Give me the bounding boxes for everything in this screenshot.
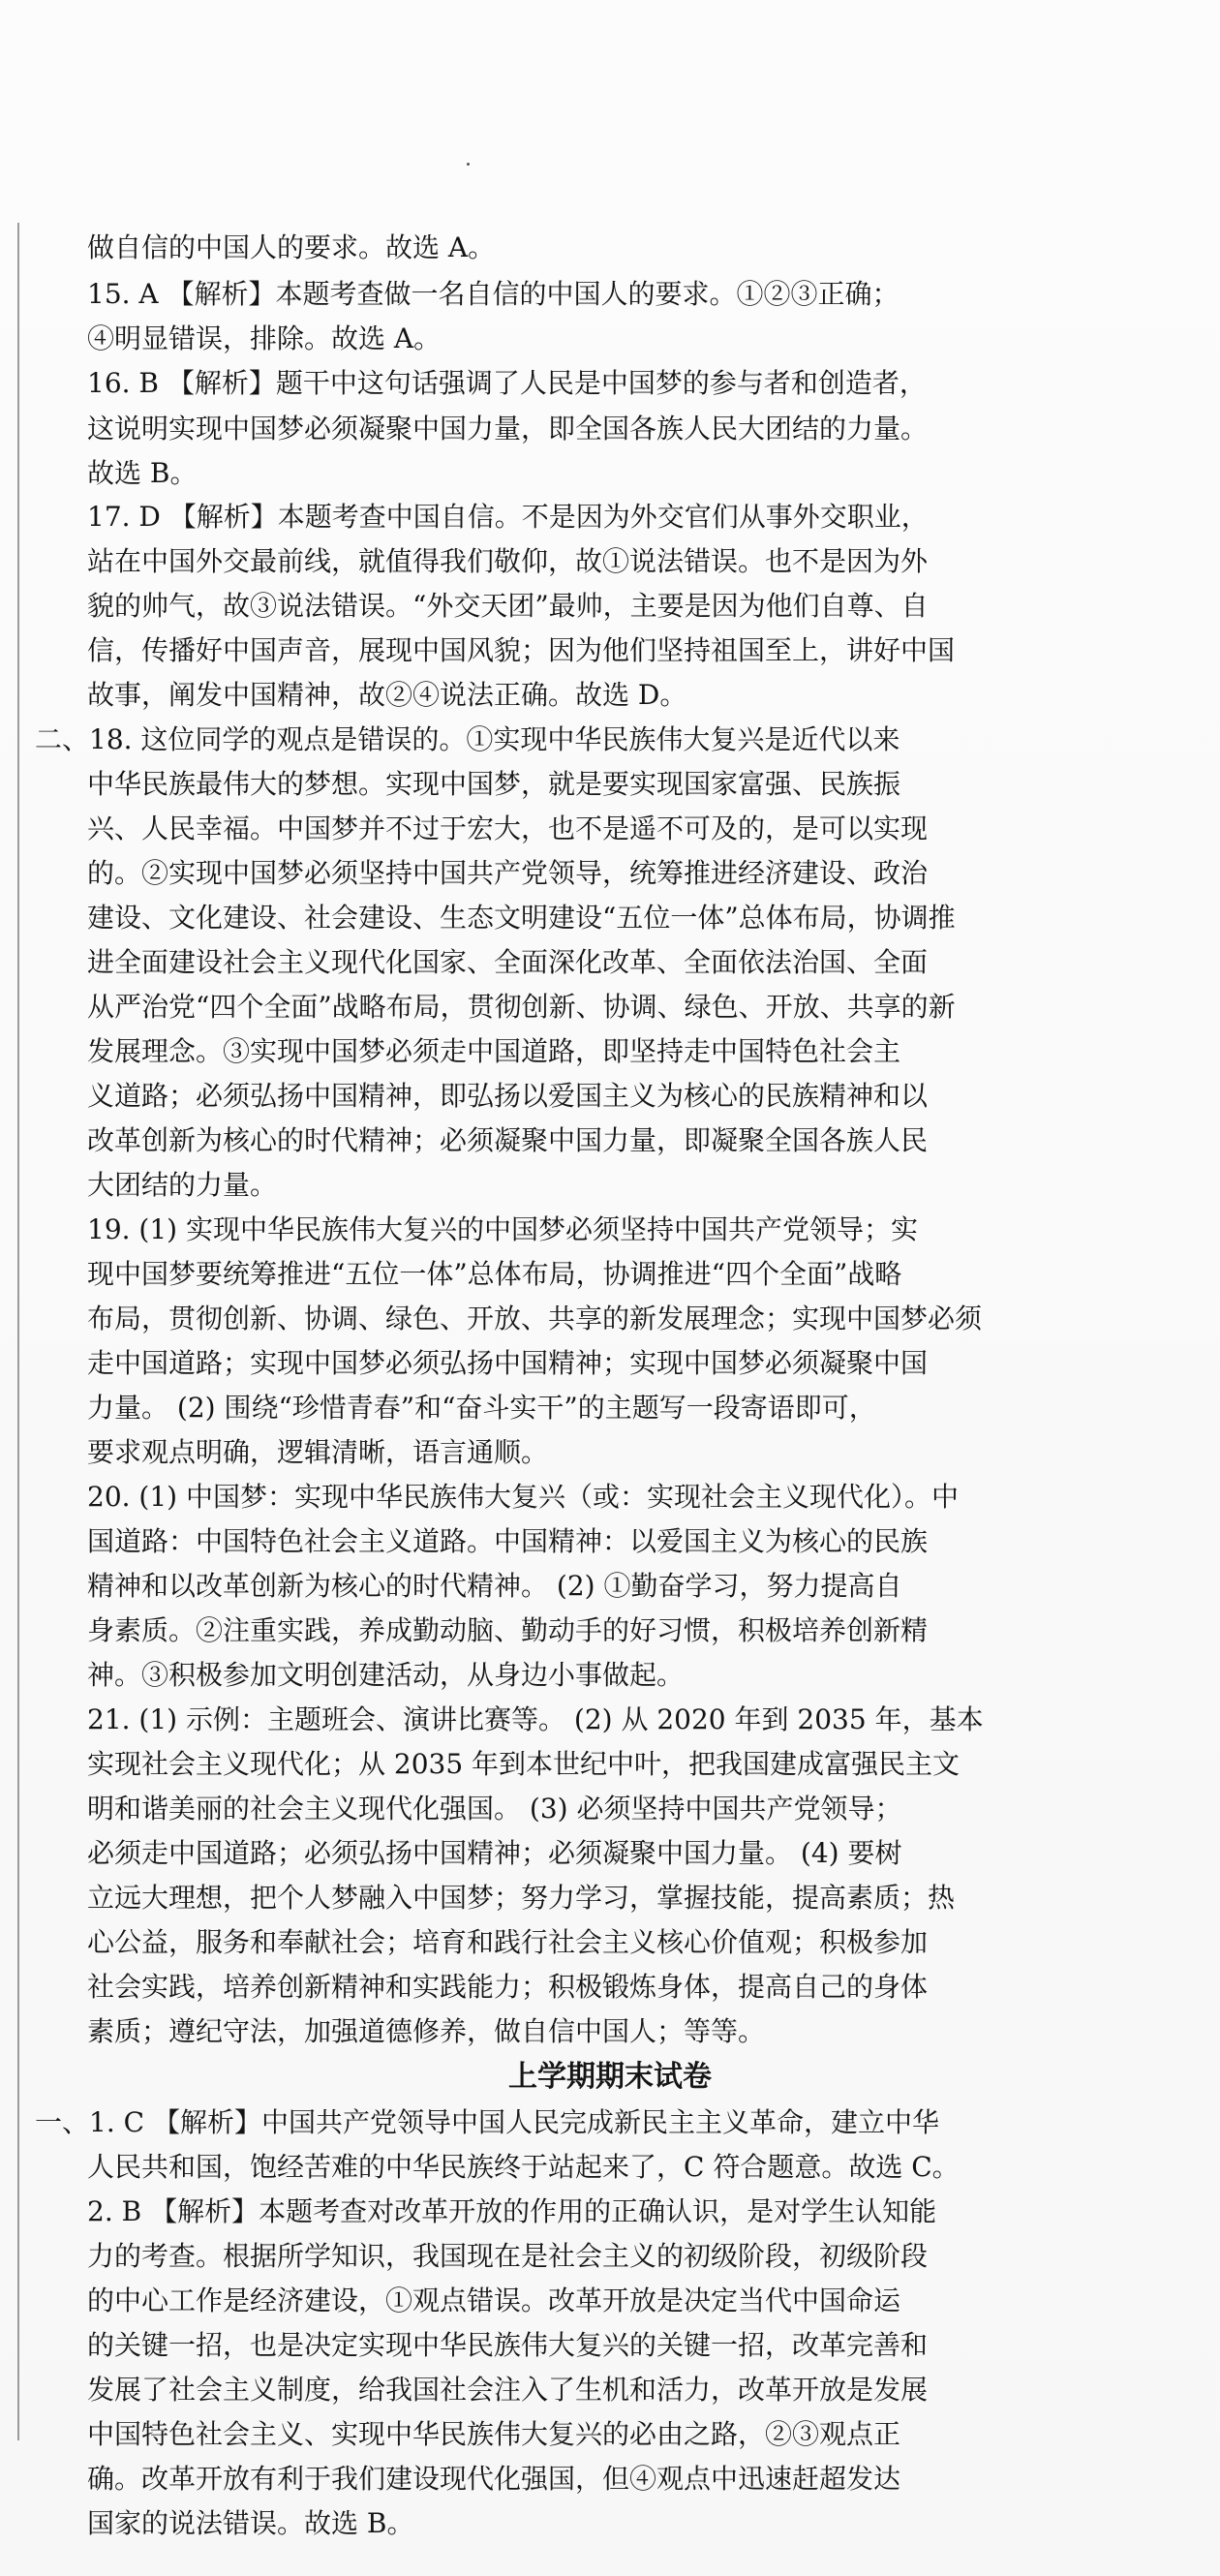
section-title: 上学期期末试卷 (508, 2060, 712, 2094)
text-line: 国道路：中国特色社会主义道路。中国精神：以爱国主义为核心的民族 (87, 1525, 929, 1557)
text-line: 2. B 【解析】本题考查对改革开放的作用的正确认识，是对学生认知能 (87, 2195, 937, 2227)
text-line: ④明显错误，排除。故选 A。 (87, 322, 442, 354)
text-line: 改革创新为核心的时代精神；必须凝聚中国力量，即凝聚全国各族人民 (87, 1124, 929, 1156)
scan-speck (467, 163, 470, 166)
text-line: 中国特色社会主义、实现中华民族伟大复兴的必由之路，②③观点正 (87, 2418, 901, 2450)
text-line: 素质；遵纪守法，加强道德修养，做自信中国人；等等。 (87, 2015, 766, 2047)
text-line: 心公益，服务和奉献社会；培育和践行社会主义核心价值观；积极参加 (87, 1926, 929, 1958)
text-line: 精神和以改革创新为核心的时代精神。 (2) ①勤奋学习，努力提高自 (87, 1570, 902, 1602)
text-line: 貌的帅气，故③说法错误。“外交天团”最帅，主要是因为他们自尊、自 (87, 590, 929, 622)
text-line: 这说明实现中国梦必须凝聚中国力量，即全国各族人民大团结的力量。 (87, 413, 929, 445)
text-line: 二、18. 这位同学的观点是错误的。①实现中华民族伟大复兴是近代以来 (35, 723, 900, 755)
text-line: 必须走中国道路；必须弘扬中国精神；必须凝聚中国力量。 (4) 要树 (87, 1837, 902, 1869)
text-line: 进全面建设社会主义现代化国家、全面深化改革、全面依法治国、全面 (87, 946, 929, 978)
text-line: 发展理念。③实现中国梦必须走中国道路，即坚持走中国特色社会主 (87, 1035, 901, 1067)
text-line: 一、1. C 【解析】中国共产党领导中国人民完成新民主主义革命，建立中华 (35, 2106, 939, 2138)
text-line: 信，传播好中国声音，展现中国风貌；因为他们坚持祖国至上，讲好中国 (87, 634, 956, 666)
text-line: 力的考查。根据所学知识，我国现在是社会主义的初级阶段，初级阶段 (87, 2240, 929, 2272)
text-line: 16. B 【解析】题干中这句话强调了人民是中国梦的参与者和创造者， (87, 367, 927, 399)
text-line: 19. (1) 实现中华民族伟大复兴的中国梦必须坚持中国共产党领导；实 (87, 1213, 918, 1245)
text-line: 布局，贯彻创新、协调、绿色、开放、共享的新发展理念；实现中国梦必须 (87, 1303, 983, 1334)
text-line: 发展了社会主义制度，给我国社会注入了生机和活力，改革开放是发展 (87, 2374, 929, 2406)
text-line: 大团结的力量。 (87, 1169, 278, 1201)
text-line: 身素质。②注重实践，养成勤动脑、勤动手的好习惯，积极培养创新精 (87, 1614, 929, 1646)
text-line: 立远大理想，把个人梦融入中国梦；努力学习，掌握技能，提高素质；热 (87, 1882, 956, 1914)
text-line: 要求观点明确，逻辑清晰，语言通顺。 (87, 1436, 549, 1468)
text-line: 义道路；必须弘扬中国精神，即弘扬以爱国主义为核心的民族精神和以 (87, 1080, 929, 1112)
text-line: 的。②实现中国梦必须坚持中国共产党领导，统筹推进经济建设、政治 (87, 857, 929, 889)
text-line: 现中国梦要统筹推进“五位一体”总体布局，协调推进“四个全面”战略 (87, 1258, 902, 1290)
text-line: 做自信的中国人的要求。故选 A。 (87, 231, 496, 263)
text-line: 故选 B。 (87, 457, 198, 489)
text-line: 明和谐美丽的社会主义现代化强国。 (3) 必须坚持中国共产党领导； (87, 1793, 902, 1825)
text-line: 15. A 【解析】本题考查做一名自信的中国人的要求。①②③正确； (87, 278, 900, 310)
text-line: 中华民族最伟大的梦想。实现中国梦，就是要实现国家富强、民族振 (87, 768, 901, 800)
text-line: 故事，阐发中国精神，故②④说法正确。故选 D。 (87, 679, 687, 711)
page-fold-line (17, 223, 19, 2440)
text-line: 实现社会主义现代化；从 2035 年到本世纪中叶，把我国建成富强民主文 (87, 1748, 961, 1780)
text-line: 人民共和国，饱经苦难的中华民族终于站起来了，C 符合题意。故选 C。 (87, 2151, 960, 2183)
text-line: 国家的说法错误。故选 B。 (87, 2507, 414, 2539)
text-line: 神。③积极参加文明创建活动，从身边小事做起。 (87, 1659, 685, 1691)
text-line: 20. (1) 中国梦：实现中华民族伟大复兴（或：实现社会主义现代化）。中 (87, 1481, 959, 1513)
text-line: 建设、文化建设、社会建设、生态文明建设“五位一体”总体布局，协调推 (87, 902, 956, 934)
text-line: 17. D 【解析】本题考查中国自信。不是因为外交官们从事外交职业， (87, 501, 929, 533)
text-line: 社会实践，培养创新精神和实践能力；积极锻炼身体，提高自己的身体 (87, 1971, 929, 2003)
text-line: 站在中国外交最前线，就值得我们敬仰，故①说法错误。也不是因为外 (87, 545, 929, 577)
text-line: 21. (1) 示例：主题班会、演讲比赛等。 (2) 从 2020 年到 2035 年，基本 (87, 1703, 984, 1735)
text-line: 的中心工作是经济建设，①观点错误。改革开放是决定当代中国命运 (87, 2285, 901, 2316)
text-line: 兴、人民幸福。中国梦并不过于宏大，也不是遥不可及的，是可以实现 (87, 813, 929, 844)
text-line: 从严治党“四个全面”战略布局，贯彻创新、协调、绿色、开放、共享的新 (87, 991, 956, 1023)
text-line: 确。改革开放有利于我们建设现代化强国，但④观点中迅速赶超发达 (87, 2463, 901, 2495)
text-line: 走中国道路；实现中国梦必须弘扬中国精神；实现中国梦必须凝聚中国 (87, 1347, 929, 1379)
text-line: 的关键一招，也是决定实现中华民族伟大复兴的关键一招，改革完善和 (87, 2329, 929, 2361)
text-line: 力量。 (2) 围绕“珍惜青春”和“奋斗实干”的主题写一段寄语即可， (87, 1392, 876, 1424)
